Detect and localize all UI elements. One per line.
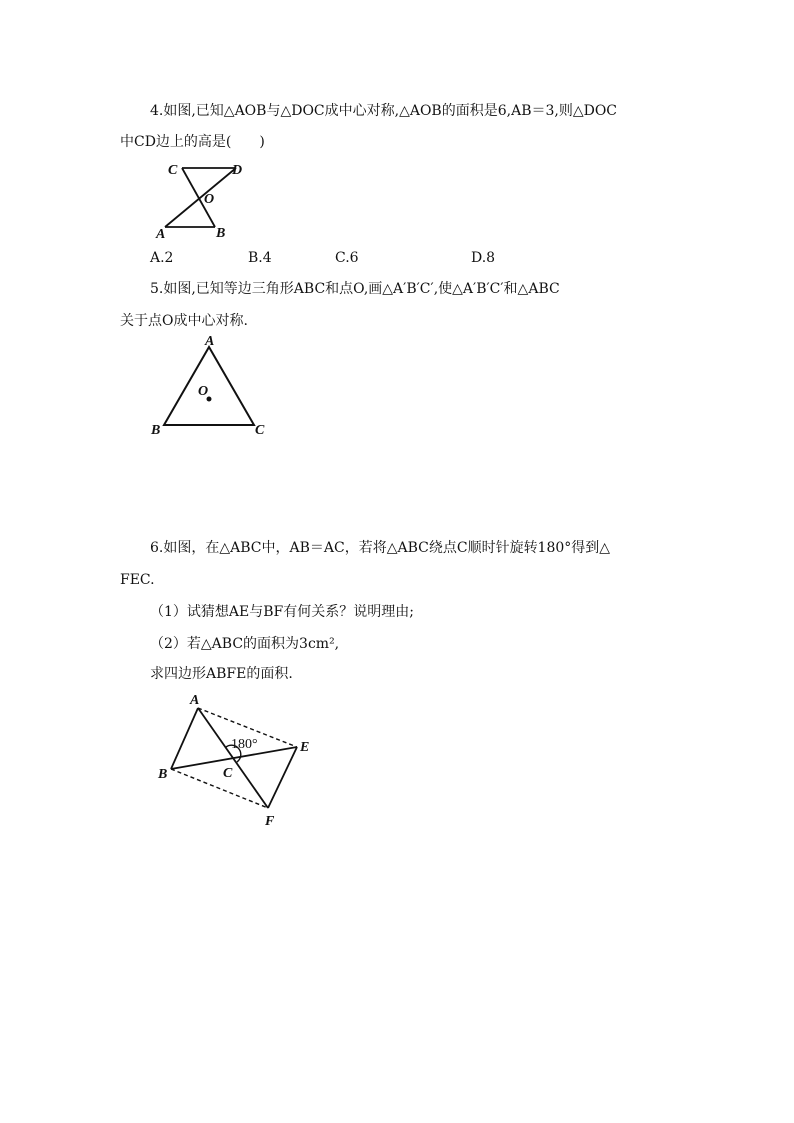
q4-label-d: D [232, 163, 243, 178]
q5-label-b: B [151, 423, 161, 438]
q5-label-a: A [205, 334, 215, 349]
q6-label-angle: 180° [231, 737, 258, 752]
q4-text-line2: 中CD边上的高是( ) [120, 134, 265, 150]
q4-label-o: O [204, 192, 215, 207]
q5-label-o: O [198, 384, 209, 399]
q4-text-line1: 4.如图,已知△AOB与△DOC成中心对称,△AOB的面积是6,AB＝3,则△DOC [150, 103, 618, 119]
q6-part2: （2）若△ABC的面积为3cm², [150, 636, 340, 652]
q6-text-line2: FEC. [120, 572, 155, 588]
q4-label-c: C [168, 163, 178, 178]
q6-part1: （1）试猜想AE与BF有何关系？说明理由; [150, 604, 414, 620]
q5-label-c: C [255, 423, 265, 438]
q4-option-c: C.6 [335, 250, 359, 266]
q5-text-line1: 5.如图,已知等边三角形ABC和点O,画△A′B′C′,使△A′B′C′和△ABC [150, 281, 560, 297]
q6-label-a: A [190, 693, 200, 708]
q6-label-b: B [158, 767, 168, 782]
q5-figure [150, 333, 280, 438]
q4-label-a: A [156, 227, 166, 242]
q6-label-c: C [223, 766, 233, 781]
q4-label-b: B [216, 226, 226, 241]
q4-option-d: D.8 [471, 250, 496, 266]
q6-part3: 求四边形ABFE的面积. [150, 666, 293, 682]
q4-figure [150, 158, 270, 242]
q6-label-e: E [300, 740, 310, 755]
q6-label-f: F [265, 814, 275, 829]
q6-figure [150, 690, 330, 830]
q4-option-b: B.4 [248, 250, 272, 266]
q4-option-a: A.2 [150, 250, 174, 266]
q5-text-line2: 关于点O成中心对称. [120, 313, 248, 329]
q6-text-line1: 6.如图，在△ABC中，AB＝AC，若将△ABC绕点C顺时针旋转180°得到△ [150, 540, 611, 556]
